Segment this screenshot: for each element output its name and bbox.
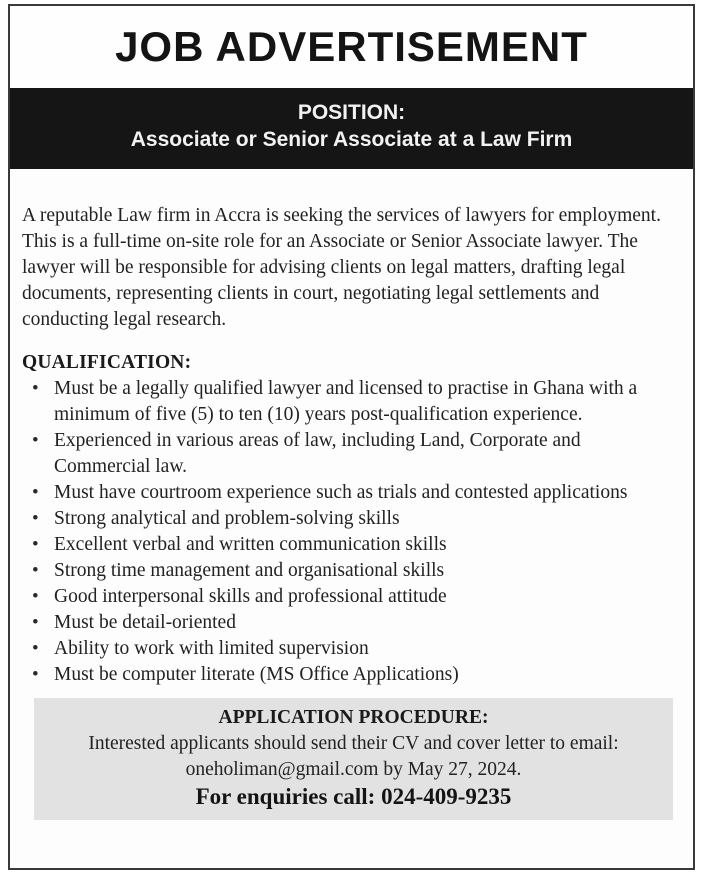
application-instruction: Interested applicants should send their CV and cover letter to email: (88, 733, 619, 754)
list-item: • Strong time management and organisational skills (22, 558, 679, 584)
qualification-list (22, 376, 679, 688)
list-item: • Must have courtroom experience such as trials and contested applications (22, 480, 679, 506)
application-procedure-heading: APPLICATION PROCEDURE: (218, 707, 489, 728)
advert-header (10, 6, 693, 88)
application-procedure-box (34, 698, 673, 820)
list-item: • Ability to work with limited supervision (22, 636, 679, 662)
enquiries-phone: For enquiries call: 024-409-9235 (195, 784, 512, 809)
application-email-deadline: oneholiman@gmail.com by May 27, 2024. (185, 759, 522, 780)
list-item: • Good interpersonal skills and professional attitude (22, 584, 679, 610)
list-item: • Experienced in various areas of law, including Land, Corporate and Commercial law. (22, 428, 679, 480)
list-item: • Must be detail-oriented (22, 610, 679, 636)
page-title: JOB ADVERTISEMENT (115, 23, 588, 70)
list-item: • Must be a legally qualified lawyer and licensed to practise in Ghana with a minimum of five (5) to ten (10) years post-qualification experience. (22, 376, 679, 428)
position-label: POSITION: (297, 101, 406, 124)
advert-body (10, 169, 693, 820)
qualification-heading: QUALIFICATION: (22, 352, 192, 373)
position-band (10, 88, 693, 169)
list-item: • Strong analytical and problem-solving skills (22, 506, 679, 532)
intro-paragraph-2: This is a full-time on-site role for an Associate or Senior Associate lawyer. The lawyer will be responsible for advising clients on legal matters, drafting legal documents, representing clients in court, negotiating legal settlements and conducting legal research. (22, 231, 638, 330)
intro-paragraph-1: A reputable Law firm in Accra is seeking the services of lawyers for employment. (22, 205, 661, 226)
position-value: Associate or Senior Associate at a Law Firm (130, 128, 573, 151)
list-item: • Excellent verbal and written communication skills (22, 532, 679, 558)
advert-frame (8, 4, 695, 870)
list-item: • Must be computer literate (MS Office Applications) (22, 662, 679, 688)
